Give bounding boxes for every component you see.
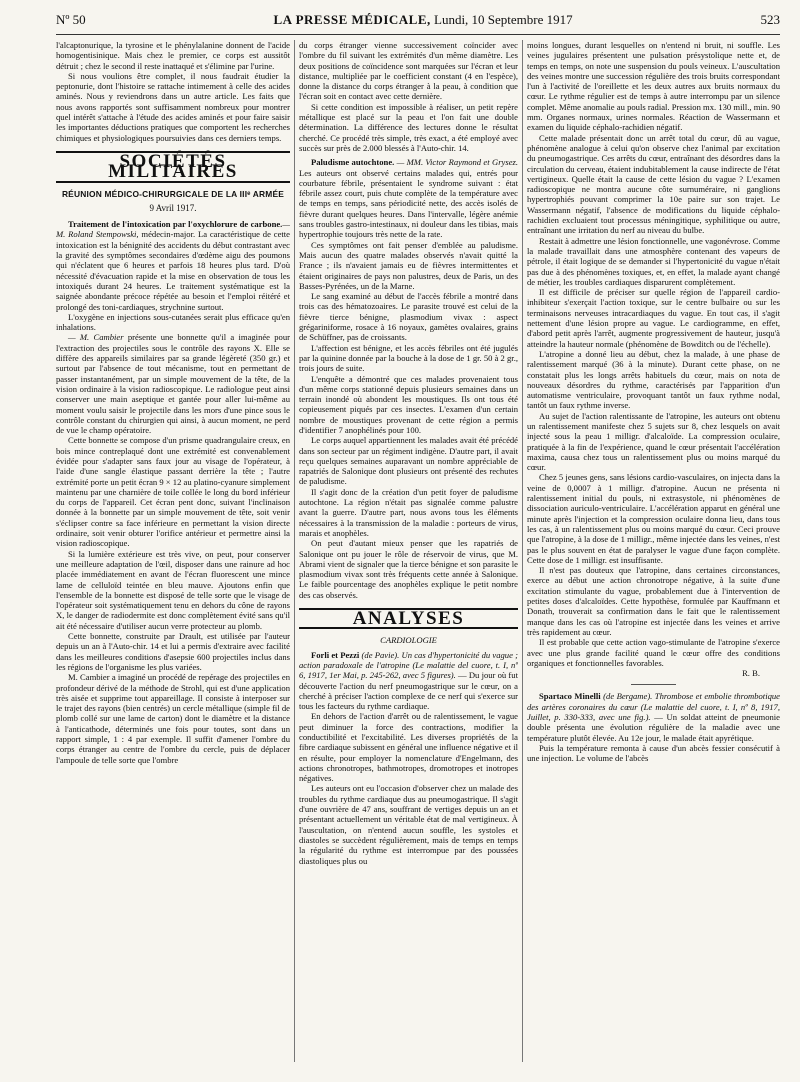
analysis-title: (de Pavie). Un cas d'hypertonicité du vague ; action paradoxale de l'atropine (Le malattie del cuore, t. I, nº 6, 1917, 1er Mai, p. 245-262, avec 5 figures). [299,649,518,681]
paragraph: Le corps auquel appartiennent les malades avait été précédé dans son secteur par un régiment indigène. D'autre part, il avait reçu quelques semaines auparavant un nombre appréciable de rapatriés de Salonique dont plusieurs ont présenté des rechutes de paludisme. [299,435,518,487]
paragraph: l'alcaptonurique, la tyrosine et le phénylalanine donnent de l'acide homogentisinique. Mais chez le premier, ce corps est aussitôt détruit ; chez le second il reste inattaqué et s'élimine par l'urine. [56,40,290,71]
journal-title-line [274,12,573,28]
column-right [527,40,780,1062]
page-header [56,12,780,35]
paragraph: L'oxygène en injections sous-cutanées serait plus efficace qu'en inhalations. [56,311,290,333]
paragraph: On peut d'autant mieux penser que les rapatriés de Salonique ont pu jouer le rôle de réservoir de virus, que M. Abrami vient de signaler que la tierce bénigne et son parasite le plasmodium vivax sont très fréquents cette année à Salonique. Le faible pourcentage des anophèles explique le petit nombre des cas observés. [299,538,518,600]
signature: R. B. [742,668,760,679]
paragraph [56,332,290,435]
journal-title: LA PRESSE MÉDICALE, [273,12,431,27]
paragraph: Puis la température remonta à cause d'un abcès fessier consécutif à une injection. Le volume de l'abcès [527,742,780,764]
analysis-authors: Spartaco Minelli [539,691,601,702]
paragraph: L'atropine a donné lieu au début, chez la malade, à une phase de ralentissement marqué (36 à la minute). Durant cette phase, on ne constatait plus les longs arrêts habituels du cœur, mais on nota de nouveaux désordres du rythme, caractérisés par l'apparition d'un automatisme ventriculaire, provoquant tantôt un faux rythme nodal, tantôt un faux rythme inverse. [527,348,780,411]
paragraph: du corps étranger vienne successivement coïncider avec l'ombre du fil suivant les extrémités d'un même diamètre. Les deux positions de coïncidence sont marquées sur l'écran et leur distance, multipliée par le coefficient constant (4 en l'espèce), donne la distance du corps étranger à la peau, à condition que l'écran soit en contact avec cette dernière. [299,40,518,102]
issue-date: Lundi, 10 Septembre 1917 [434,12,573,27]
author-name: — MM. Victor Raymond et Grysez. [394,157,518,168]
paragraph: Cette malade présentait donc un arrêt total du cœur, dû au vague, phénomène analogue à celui qu'on observe chez l'animal par excitation du pneumogastrique. Ces arrêts du cœur, entraînant des désordres dans la circulation du cerveau, étaient indubitablement la cause indirecte de l'état vertigineux. Quelle était la cause de cette lésion du vague ? L'examen radioscopique ne montra aucune côte surnuméraire, ni ganglions hypertrophiés pouvant comprimer la 10e paire sur son trajet. Le Wassermann négatif, l'absence de modifications du liquide céphalo-rachidien excluaient tout processus méningitique, syphilitique ou autre, entraînant une irritation du nerf au niveau du bulbe. [527,132,780,236]
column-divider [522,40,523,1062]
meeting-date: 9 Avril 1917. [149,202,197,213]
author-name: — M. Cambier [68,332,124,343]
paragraph: Si nous voulions être complet, il nous faudrait étudier la peptonurie, dont l'histoire se rattache intimement à celle des acides aminés. Nous y reviendrons dans un autre article. Les faits que nous avons rapportés sont suffisamment nombreux pour montrer quel intérêt s'attache à l'étude des acides aminés et pour faire saisir les importantes déductions pratiques que comportent les recherches chimiques et physiologiques poursuivies dans ces derniers temps. [56,70,290,143]
column-divider [294,40,295,1062]
paragraph-text: Les auteurs ont observé certains malades qui, entrés pour courbature fébrile, présentaient le syndrome suivant : état fébrile assez court, puis chute complète de la température avec de temps en temps, sans périodicité nette, des accès isolés de fièvre durant quelques heures. Dans l'intervalle, légère anémie sans troubles gastro-intestinaux, ni douleur dans les tibias, mais hypertrophie toujours très nette de la rate. [299,167,518,240]
paragraph: L'affection est bénigne, et les accès fébriles ont été jugulés par la quinine donnée par la bouche à la dose de 1 gr. 50 à 2 gr., trois jours de suite. [299,342,518,374]
paragraph: Chez 5 jeunes gens, sans lésions cardio-vasculaires, on injecta dans la veine de 0,0007 à 1 milligr. d'atropine. Aucun ne présenta ni ralentissement initial du pouls, ni extrasystole, ni phénomènes de dissociation auriculo-ventriculaire. L'accélération apparut en général une minute après l'injection et la compression oculaire donna lieu, dans tous les cas, à un ralentissement plus ou moins marqué du cœur. Ceci prouve que l'atropine, à la dose de 1 milligr., même injectée dans les veines, n'est pas le plus souvent en état de paralyser le vague d'une façon complète. Cette dose de 1 milligr. est insuffisante. [527,472,780,565]
paragraph-text: présente une bonnette qu'il a imaginée pour l'extraction des projectiles sous le contrôle des rayons X. Elle se diffère des appareils similaires par sa grande légèreté (350 gr.) et surtout par l'absence de tout mécanisme, tout en permettant de passer instantanément, par un simple mouvement de la tête, de la vision ordinaire à la vision radioscopique. Le radiologue peut ainsi conserver une main aseptique et gantée pour aller lui-même au moment voulu saisir le projectile dans les mors d'une pince sous le contrôle constant du chirurgien qui ainsi, à aucun moment, ne perd de vue le champ opératoire. [56,332,290,436]
rubric-title: CARDIOLOGIE [380,635,437,646]
paragraph-text: médecin-major. La caractéristique de cette intoxication est la bénignité des accidents du début contrastant avec la gravité des symptômes secondaires d'œdème aigu des poumons qui n'éclatent que 6 heures et parfois 18 heures plus tard. D'où nécessité d'évacuation rapide et la mise en observation de tous les intoxiqués durant 24 heures. Le traitement systématique est la saignée abondante précoce répétée au besoin et l'emploi réitéré et prolongé des toni-cardiaques, strychnine surtout. [56,229,290,312]
paragraph: Cette bonnette se compose d'un prisme quadrangulaire creux, en bois mince contreplaqué dont une extrémité est convenablement évidée pour s'adapter sans faux jour au visage de l'opérateur, à l'aide d'une sangle élastique passant derrière la tête ; l'autre extrémité porte un petit écran 9 × 12 au platino-cyanure simplement maintenu par une charnière de toile collée le long du bord inférieur du corps de l'appareil. Cet écran pent donc, suivant l'inclinaison donnée à la bonnette par un simple mouvement de tête, soit venir s'éclipser contre sa face inférieure en permettant la vision directe ordinaire, soit venir obturer l'orifice antérieur et permettre ainsi la vision radioscopique. [56,435,290,549]
separator-rule [631,684,676,685]
paragraph: Le sang examiné au début de l'accès fébrile a montré dans trois cas des hématozoaires. Le parasite trouvé est celui de la fièvre tierce bénigne, plasmodium vivax : aspect grégariniforme, rosace à 16 noyaux, gamètes ovalaires, grains de Schüffner, pas de croissants. [299,291,518,343]
author-name: — M. Roland Stempowski, [56,219,290,240]
paragraph [56,219,290,312]
communication-title: Traitement de l'intoxication par l'oxychlorure de carbone. [68,219,283,230]
paragraph: Il est probable que cette action vago-stimulante de l'atropine s'exerce avec une plus grande facilité quand le cœur offre des conditions organiques et fonctionnelles favorables. [527,637,780,668]
column-left [56,40,290,1062]
analysis-authors: Forli et Pezzi [311,649,360,660]
column-middle [299,40,518,1062]
communication-title: Paludisme autochtone. [311,157,395,168]
paragraph: Au sujet de l'action ralentissante de l'atropine, les auteurs ont obtenu un ralentissement manifeste chez 5 sujets sur 8, chez lesquels on avait injecté sous la peau 1 milligr. d'alcaloïde. La compression oculaire, pratiquée à la fin de l'expérience, quand le cœur présentait l'accélération maxima, causa chez tous un ralentissement plus ou moins marqué du cœur. [527,410,780,473]
paragraph: L'enquête a démontré que ces malades provenaient tous d'un même corps stationné depuis plusieurs semaines dans un terrain inondé où abondent les moustiques. Ils ont tous été copieusement piqués par ces insectes. L'examen d'un certain nombre de moustiques provenant de cette région a permis d'identifier 7 anophélinés pour 100. [299,373,518,435]
paragraph-text: — Un soldat atteint de pneumonie double présenta une évolution régulière de la maladie avec une température plutôt élevée. Au 12e jour, le malade était apyrétique. [527,712,780,743]
paragraph: Il est difficile de préciser sur quelle région de l'appareil cardio-inhibiteur s'exerçait l'action toxique, sur le centre bulbaire ou sur les terminaisons nerveuses intracardiaques du vague. En tout cas, il s'agit nettement d'une lésion propre au vague. Le cardiogramme, en effet, d'abord petit après l'arrêt, augmente progressivement de hauteur, jusqu'à atteindre la hauteur normale (phénomène de Bowditch ou de l'échelle). [527,287,780,349]
paragraph: En dehors de l'action d'arrêt ou de ralentissement, le vague peut diminuer la force des contractions, modifier la conductibilité et l'excitabilité. Les diverses propriétés de la fibre cardiaque subissent en général une influence négative et il en résulte, pour employer la nomenclature d'Engelmann, des actions chronotropes, bathmotropes, dromotropes et inotropes négatives. [299,711,518,784]
issue-number: Nº 50 [56,12,86,27]
paragraph [299,650,518,712]
analysis-title: (de Bergame). Thrombose et embolie thrombotique des artères coronaires du cœur (Le malattie del cuore, t. I, nº 8, 1917, Juillet, p. 330-333, avec une fig.). [527,691,780,722]
paragraph: Cette bonnette, construite par Drault, est utilisée par l'auteur depuis un an à l'Auto-chir. 14 et lui a permis d'extraire avec facilité dans les meilleures conditions d'asepsie 600 projectiles inclus dans les régions de l'organisme les plus variées. [56,631,290,672]
meeting-title: RÉUNION MÉDICO-CHIRURGICALE DE LA IIIᵉ ARMÉE [61,188,285,199]
paragraph: M. Cambier a imaginé un procédé de repérage des projectiles en profondeur dérivé de la méthode de Strohl, qui est d'une application très aisée et supprime tout appareillage. Il consiste à interposer sur le trajet des rayons (bien centrés) un cercle métallique (simple fil de plomb collé sur une lame de carton) dont le diamètre et la distance à l'anticathode, déterminés une fois pour toutes, sont dans un rapport simple, 1 : 4 par exemple. Il suffit d'amener l'ombre du corps étranger au centre de l'ombre du cercle, puis de déplacer l'ampoule de telle sorte que l'ombre [56,672,290,765]
paragraph [299,157,518,239]
paragraph: Si la lumière extérieure est très vive, on peut, pour conserver une meilleure adaptation de l'œil, disposer dans une rainure ad hoc placée immédiatement en avant de l'écran fluorescent une mince lame de celluloïd teintée en bleu mauve. Ajoutons enfin que l'ensemble de la bonnette est disposé de telle sorte que le visage de l'opérateur soit systématiquement tenu en dehors du cône de rayons X, le danger de radiodermite est donc complètement évité sans qu'il ait été nécessaire d'utiliser aucun verre protecteur au plomb. [56,548,290,631]
paragraph: Il s'agit donc de la création d'un petit foyer de paludisme autochtone. La région n'était pas signalée comme palustre avant la guerre. D'autre part, nous avons tous les éléments nécessaires à la transmission de la maladie : porteurs de virus, marais et anophèles. [299,486,518,538]
paragraph: Il n'est pas douteux que l'atropine, dans certaines circonstances, exerce au début une action chronotrope négative, à la suite d'une excitation stimulante du vague, probablement due à l'intervention de petites doses d'alcaloïdes. Cette hypothèse, formulée par Kauffmann et Donath, trouverait sa confirmation dans le fait que le ralentissement manque dans les cas où l'atropine est injectée dans les veines et arrive très rapidement au cœur. [527,565,780,637]
paragraph: Ces symptômes ont fait penser d'emblée au paludisme. Mais aucun des quatre malades observés n'avait quitté la France ; ils n'avaient jamais eu de fièvres intermittentes et étaient originaires de pays non palustres, deux de Paris, un des Basses-Pyrénées, un de la Marne. [299,239,518,291]
section-title: ANALYSES [299,608,518,629]
paragraph [527,691,780,742]
section-title: SOCIÉTÉS MILITAIRES [56,151,290,183]
paragraph: Restait à admettre une lésion fonctionnelle, une vagonévrose. Comme la malade travaillait dans une atmosphère contenant des vapeurs de pétrole, il était logique de se demander si l'hypertonicité du vague n'était pas due à des phénomènes toxiques, et, en effet, la malade ayant changé de métier, les troubles cardiaques disparurent complètement. [527,235,780,287]
page-number: 523 [760,12,780,27]
paragraph: moins longues, durant lesquelles on n'entend ni bruit, ni souffle. Les veines jugulaires présentent une pulsation présystolique nette et, de temps en temps, on note une suspension du pouls veineux. L'auscultation des veines montre une succession régulière des trois bruits correspondant l'un à l'activité de l'oreillette et les deux autres aux bruits normaux du cœur. Le rythme régulier est de temps à autre interrompu par un silence complet. Même anomalie au pouls radial. Pression mx. 130 mill., min. 90 mm. Organes normaux, urines normales. Réaction de Wassermann et examen du liquide céphalo-rachidien négatif. [527,40,780,133]
paragraph: Si cette condition est impossible à réaliser, un petit repère métallique est placé sur la peau et l'on fait une double détermination. La différence des lectures donne le résultat cherché. Ce procédé très simple, très exact, a été employé avec succès sur près de 2.000 blessés à l'Auto-chir. 14. [299,101,518,153]
paragraph: Les auteurs ont eu l'occasion d'observer chez un malade des troubles du rythme cardiaque dus au pneumogastrique. Il s'agit d'une ouvrière de 47 ans, souffrant de vertiges depuis un an et présentant actuellement un véritable état de mal vertigineux. À l'auscultation, on n'entend aucun souffle, les systoles et diastoles se succèdent régulièrement, mais de temps en temps la régularité du rythme est interrompue par des poussées diastoliques plus ou [299,783,518,866]
paragraph-text: — Du jour où fut découverte l'action du nerf pneumogastrique sur le cœur, on a cherché à préciser l'action complexe de ce nerf qui s'exerce sur tous les facteurs du rythme cardiaque. [299,670,518,712]
